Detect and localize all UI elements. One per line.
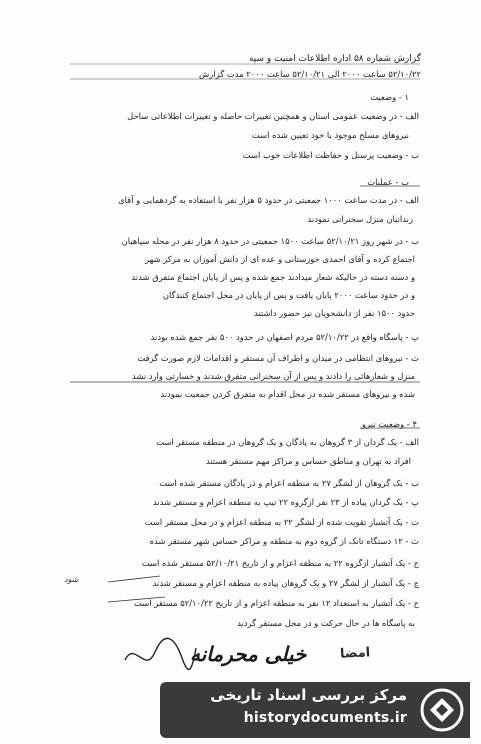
doc-line: زندانیان منزل سخنرانی نمودند <box>307 214 413 224</box>
doc-line: حدود ۱۵۰۰ نفر از دانشجویان نیز حضور داشتند <box>254 308 415 318</box>
doc-line: اجتماع کرده و آقای احمدی خوزستانی و عده ای از دانش آموزان به مرکز شهر <box>145 254 415 264</box>
classification-stamp: خیلی محرمانه <box>190 642 307 666</box>
doc-line: ۴ - وضعیت نیرو <box>362 419 417 429</box>
marginal-note: شود <box>64 575 79 584</box>
doc-line: گزارش شماره ۵۸ اداره اطلاعات امنیت و سپه <box>248 54 421 64</box>
doc-line: الف - یک گردان از ۳ گروهان به پادگان و یک گروهان در منطقه مستقر است <box>156 437 419 447</box>
doc-line: پ - یک گردان پیاده از ۲۳ نفر ازگروه ۲۲ تیپ به منطقه اعزام و مستقر شدند <box>152 497 419 507</box>
signature: امضا <box>339 645 371 662</box>
doc-line: ب - وضعیت پرسنل و حفاظت اطلاعات خوب است <box>242 150 419 160</box>
doc-line: ج - یک آتشبار ازگروه ۲۲ به منطقه اعزام و از تاریخ ۵۲/۱۰/۲۱ مستقر شده است <box>141 558 419 568</box>
doc-line: منزل و شعارهائی را دادند و پس از آن سخنرانی متفرق شدند و خسارتی وارد نشد <box>131 371 415 381</box>
doc-line: الف - در مدت ساعت ۱۰۰۰ جمعیتی در حدود ۵ هزار نفر با استفاده به گردهمایی و آقای <box>118 195 419 205</box>
doc-line: ث - ۱۲ دستگاه تانک از گروه دوم به منطقه و مراکز حساس شهر مستقر شده <box>149 536 419 546</box>
doc-line: نیروهای مسلح موجود با خود تعیین شده است <box>251 130 409 140</box>
doc-line: و در حدود ساعت ۲۰۰۰ پایان یافت و پس از پایان در محل اجتماع کنندگان <box>162 290 415 300</box>
doc-line: ب - یک گروهان از لشگر ۲۷ به منطقه اعزام و در پادگان مستقر شده است <box>159 478 419 488</box>
signature-scribble <box>120 630 200 680</box>
doc-line: افراد به تهران و مناطق حساس و مراکز مهم مستقر هستند <box>205 456 411 466</box>
doc-line: الف - در وضعیت عمومی استان و همچنین تغییرات حاصله و تغییرات اطلاعاتی ساحل <box>127 111 419 121</box>
doc-line: پ - پاسگاه واقع در ۵۲/۱۰/۲۲ مردم اصفهان در حدود ۵۰۰ نفر جمع شده بودند <box>150 332 419 342</box>
doc-line: ح - یک آتشبار به استعداد ۱۲ نفر به منطقه اعزام و از تاریخ ۵۲/۱۰/۲۲ مستقر است <box>133 598 419 608</box>
doc-line: و دسته دسته در حالیکه شعار میدادند جمع شده و پس از پایان اجتماع متفرق شدند <box>131 272 415 282</box>
doc-line: ت - یک آتشبار تقویت شده از لشگر ۲۲ به منطقه اعزام و در محل مستقر است <box>144 517 419 527</box>
doc-line: ب - در شهر روز ۵۲/۱۰/۲۱ ساعت ۱۵۰۰ جمعیتی در حدود ۸ هزار نفر در محله سپاهیان <box>121 236 419 246</box>
historydocuments-logo-icon <box>414 682 470 738</box>
doc-line: شده و نیروهای مستقر شده در محل اقدام به متفرق کردن جمعیت نمودند <box>160 389 415 399</box>
doc-line: ت - نیروهای انتظامی در میدان و اطراف آن مستقر و اقدامات لازم صورت گرفت <box>137 353 419 363</box>
footer-title: مرکز بررسی اسناد تاریخی <box>210 686 407 704</box>
doc-line: ۵۲/۱۰/۲۲ ساعت ۲۰۰۰ الی ۵۲/۱۰/۲۱ ساعت ۲۰۰۰ مدت گزارش <box>198 69 421 79</box>
doc-line: ۱ - وضعیت <box>370 92 409 102</box>
doc-line: چ - یک آتشبار از لشگر ۲۷ و یک گروهان پیاده به منطقه اعزام و مستقر شدند <box>152 578 419 588</box>
doc-line: به پاسگاه ها در حال حرکت و در محل مستقر گردید <box>237 618 415 628</box>
footer-url[interactable]: historydocuments.ir <box>243 710 407 726</box>
doc-line: ب - عملیات <box>367 177 409 187</box>
